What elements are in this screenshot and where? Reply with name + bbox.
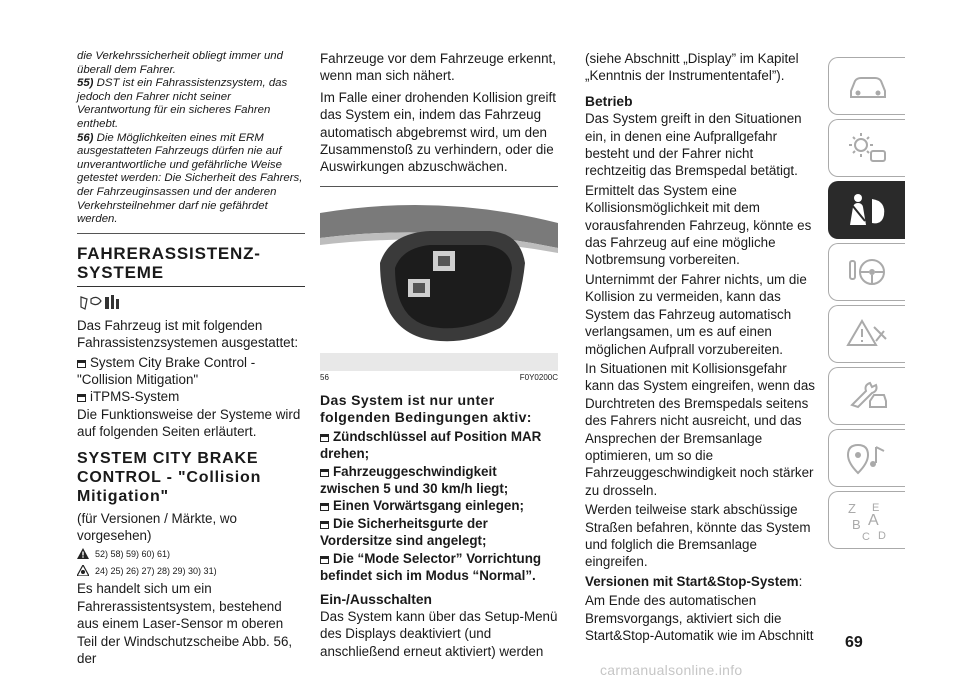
chapter-tab-bar [828, 57, 905, 553]
condition-item: Fahrzeuggeschwindigkeit zwischen 5 und 30 km/h liegt; [320, 463, 509, 497]
media-gps-icon [844, 439, 890, 477]
bullet-icon [77, 394, 86, 402]
warning-triangle-icon [77, 548, 89, 559]
condition-item: Zündschlüssel auf Position MAR drehen; [320, 428, 542, 462]
figure-code: F0Y0200C [519, 372, 558, 382]
warning-triangle-icon [844, 317, 890, 351]
condition-item: Einen Vorwärtsgang einlegen; [320, 497, 558, 514]
bullet-icon [320, 503, 329, 511]
paragraph: Das System greift in den Situationen ein, in denen eine Aufprallgefahr besteht und der Fahrer nicht rechtzeitig das Bremspedal betätigt. [585, 111, 802, 179]
svg-text:A: A [868, 512, 879, 529]
paragraph: Das System kann über das Setup-Menü des Displays deaktiviert (und anschließend erneut aktiviert) werden [320, 608, 558, 659]
wrench-car-icon [844, 379, 890, 413]
laser-sensor-illustration [320, 193, 558, 371]
svg-text:Z: Z [848, 501, 856, 516]
index-abc-icon [842, 497, 892, 543]
condition-item: Die “Mode Selector” Vorrichtung befindet sich im Modus “Normal”. [320, 550, 542, 584]
bullet-icon [320, 556, 329, 564]
start-stop-line: Versionen mit Start&Stop-System: [585, 573, 803, 589]
bullet-item: iTPMS-System [77, 388, 305, 405]
intro-text: Das Fahrzeug ist mit folgenden Fahrassistenzsystemen ausgestattet: [77, 317, 299, 351]
paragraph: In Situationen mit Kollisionsgefahr kann das System eingreifen, wenn das Durchtreten des Bremspedals seitens des Fahrers nicht ausreicht, und das Ansprechen der Bremsanlage optimieren, um so die Fahrzeuggeschwindigkeit noch stärker zu drosseln. [585, 360, 816, 498]
middle-column [320, 50, 558, 662]
paragraph: Werden teilweise stark abschüssige Straßen befahren, könnte das System und folglich die Bremsanlage eingreifen. [585, 502, 811, 570]
note-55: 55) DST ist ein Fahrassistenzsystem, das jedoch den Fahrer nicht seiner Verantwortung für ein sicheres Fahren enthebt. [77, 77, 288, 130]
tab-index[interactable] [828, 491, 905, 549]
paragraph: Im Falle einer drohenden Kollision greift das System ein, indem das Fahrzeug automatisch abgebremst wird, um den Zusammenstoß zu verhindern, oder die Auswirkungen abzuschwächen. [320, 89, 556, 175]
language-fi-icon [77, 293, 305, 315]
tab-safety[interactable] [828, 181, 905, 239]
bullet-icon [320, 434, 329, 442]
car-icon [845, 71, 889, 101]
page-number: 69 [845, 634, 863, 651]
tab-car[interactable] [828, 57, 905, 115]
note-intro: die Verkehrssicherheit obliegt immer und überall dem Fahrer. [77, 50, 283, 76]
operation-heading: Betrieb [585, 93, 633, 109]
caution-refs: 24) 25) 26) 27) 28) 29) 30) 31) [77, 565, 305, 578]
seatbelt-airbag-icon [844, 191, 890, 229]
warning-refs: 52) 58) 59) 60) 61) [77, 548, 305, 561]
paragraph: Fahrzeuge vor dem Fahrzeuge erkennt, wenn man sich nähert. [320, 51, 556, 84]
tab-multimedia[interactable] [828, 429, 905, 487]
heading-underline [77, 286, 305, 287]
figure-caption [320, 373, 558, 382]
start-stop-heading: Versionen mit Start&Stop-System [585, 573, 799, 589]
svg-text:D: D [878, 530, 886, 542]
tab-dashboard-lights[interactable] [828, 119, 905, 177]
dashboard-lights-icon [845, 131, 889, 165]
tab-emergency[interactable] [828, 305, 905, 363]
steering-wheel-icon [844, 255, 890, 289]
divider [77, 233, 305, 234]
note-56: 56) Die Möglichkeiten eines mit ERM ausgestatteten Fahrzeugs dürfen nie auf unverantwortliche und gefährliche Weise getestet werden: Die Sicherheit des Fahrers, der Fahrzeuginsassen und der anderen Verkehrsteilnehmer darf nie gefährdet werden. [77, 131, 303, 226]
svg-text:C: C [862, 531, 870, 543]
versions-text: (für Versionen / Märkte, wo vorgesehen) [77, 510, 238, 543]
right-column [585, 50, 817, 646]
section-heading-city-brake: SYSTEM CITY BRAKE CONTROL - "Collision Mitigation" [77, 449, 262, 505]
svg-text:B: B [852, 517, 861, 532]
paragraph: Ermittelt das System eine Kollisionsmöglichkeit mit dem vorausfahrenden Fahrzeug, könnte es das Fahrzeug auf eine mögliche Notbremsung vorbereiten. [585, 182, 812, 268]
windshield-sensor-figure [320, 193, 558, 371]
bullet-icon [320, 469, 329, 477]
watermark: carmanualsonline.info [600, 662, 743, 678]
bullet-item: System City Brake Control - "Collision Mitigation" [77, 354, 256, 387]
left-column [77, 50, 305, 669]
paragraph: (siehe Abschnitt „Display” im Kapitel „Kenntnis der Instrumententafel”). [585, 51, 799, 84]
paragraph: Unternimmt der Fahrer nichts, um die Kollision zu vermeiden, kann das System das Fahrzeug automatisch verlangsamen, um es auf einen möglichen Aufprall vorzubereiten. [585, 271, 807, 357]
svg-text:E: E [872, 502, 880, 514]
section-heading-driver-assist: FAHRERASSISTENZ-SYSTEME [77, 243, 261, 282]
on-off-heading: Ein-/Ausschalten [320, 591, 432, 607]
tab-maintenance[interactable] [828, 367, 905, 425]
conditions-heading: Das System ist nur unter folgenden Bedingungen aktiv: [320, 391, 532, 425]
bullet-icon [320, 521, 329, 529]
body-text: Es handelt sich um ein Fahrerassistentsystem, bestehend aus einem Laser-Sensor m oberen Teil der Windschutzscheibe Abb. 56, der [77, 581, 293, 666]
bullet-icon [77, 360, 86, 368]
intro-text-2: Die Funktionsweise der Systeme wird auf folgenden Seiten erläutert. [77, 406, 301, 440]
paragraph: Am Ende des automatischen Bremsvorgangs, aktiviert sich die Start&Stop-Automatik wie im Abschnitt [585, 593, 814, 643]
figure-number: 56 [320, 372, 329, 382]
caution-icon [77, 565, 89, 576]
tab-starting-driving[interactable] [828, 243, 905, 301]
figure-top-rule [320, 186, 558, 187]
condition-item: Die Sicherheitsgurte der Vordersitze sind angelegt; [320, 515, 488, 549]
